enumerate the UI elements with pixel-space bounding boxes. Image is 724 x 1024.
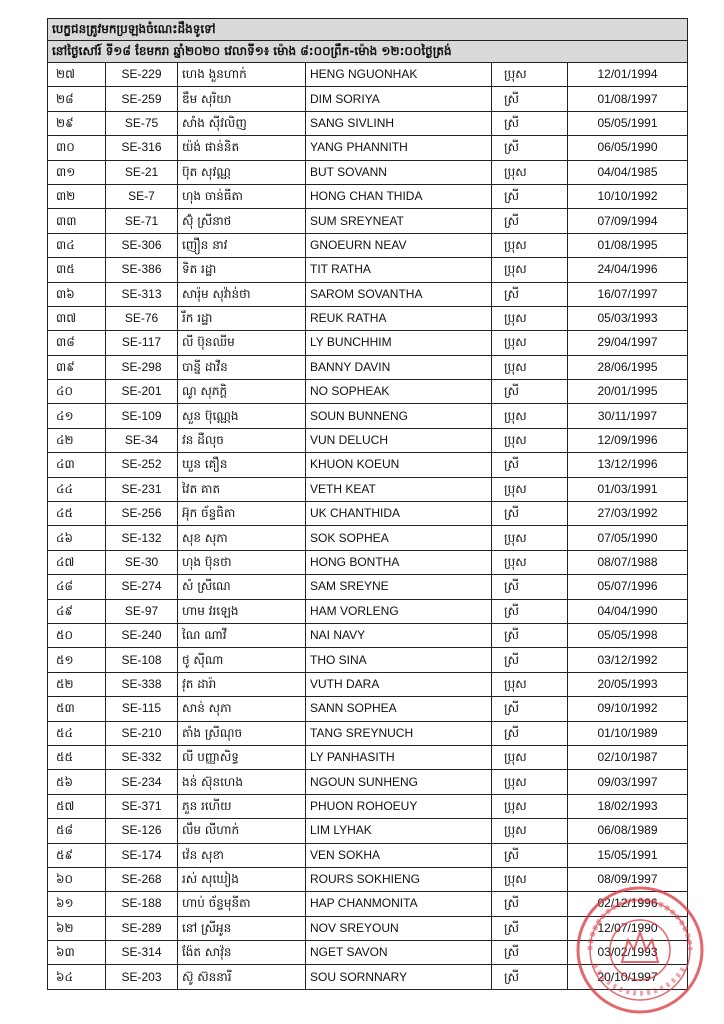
birth-date-cell: 16/07/1997 [568, 282, 688, 306]
candidate-code-cell: SE-338 [106, 672, 178, 696]
row-number-cell: ៥៨ [48, 819, 106, 843]
birth-date-cell: 03/02/1993 [568, 941, 688, 965]
table-row [48, 160, 688, 184]
gender-cell: ស្រី [492, 87, 568, 111]
birth-date-cell: 12/07/1990 [568, 916, 688, 940]
latin-name-cell: ROURS SOKHIENG [306, 867, 492, 891]
khmer-name-cell: តាំង ស្រីណុច [178, 721, 306, 745]
birth-date-cell: 01/08/1995 [568, 233, 688, 257]
birth-date-cell: 10/10/1992 [568, 184, 688, 208]
row-number-cell: ៣៣ [48, 209, 106, 233]
latin-name-cell: LY BUNCHHIM [306, 331, 492, 355]
candidate-code-cell: SE-371 [106, 794, 178, 818]
table-row [48, 136, 688, 160]
row-number-cell: ២៨ [48, 87, 106, 111]
row-number-cell: ៥២ [48, 672, 106, 696]
table-row [48, 111, 688, 135]
official-seal-stamp [570, 880, 710, 1020]
candidate-table [47, 18, 688, 990]
gender-cell: ស្រី [492, 136, 568, 160]
latin-name-cell: SOK SOPHEA [306, 526, 492, 550]
candidate-code-cell: SE-108 [106, 648, 178, 672]
latin-name-cell: LY PANHASITH [306, 745, 492, 769]
latin-name-cell: SOU SORNNARY [306, 965, 492, 989]
gender-cell: ស្រី [492, 209, 568, 233]
row-number-cell: ៦១ [48, 892, 106, 916]
khmer-name-cell: វុត ដារ៉ា [178, 672, 306, 696]
candidate-code-cell: SE-34 [106, 428, 178, 452]
candidate-code-cell: SE-268 [106, 867, 178, 891]
khmer-name-cell: លី បញ្ញាសិទ្ធ [178, 745, 306, 769]
birth-date-cell: 07/09/1994 [568, 209, 688, 233]
birth-date-cell: 12/01/1994 [568, 63, 688, 87]
table-row [48, 282, 688, 306]
gender-cell: ស្រី [492, 941, 568, 965]
gender-cell: ប្រុស [492, 526, 568, 550]
table-row [48, 428, 688, 452]
row-number-cell: ៤៣ [48, 453, 106, 477]
row-number-cell: ៦២ [48, 916, 106, 940]
birth-date-cell: 18/02/1993 [568, 794, 688, 818]
khmer-name-cell: បាន្នី ដាវីន [178, 355, 306, 379]
latin-name-cell: UK CHANTHIDA [306, 502, 492, 526]
birth-date-cell: 20/05/1993 [568, 672, 688, 696]
gender-cell: ស្រី [492, 697, 568, 721]
khmer-name-cell: ហាម វរឡេង [178, 599, 306, 623]
latin-name-cell: NOV SREYOUN [306, 916, 492, 940]
table-row [48, 404, 688, 428]
candidate-code-cell: SE-306 [106, 233, 178, 257]
gender-cell: ស្រី [492, 184, 568, 208]
gender-cell: ប្រុស [492, 404, 568, 428]
birth-date-cell: 05/07/1996 [568, 575, 688, 599]
table-row [48, 697, 688, 721]
table-row [48, 550, 688, 574]
latin-name-cell: LIM LYHAK [306, 819, 492, 843]
latin-name-cell: BANNY DAVIN [306, 355, 492, 379]
candidate-code-cell: SE-256 [106, 502, 178, 526]
header-line-1: បេក្ខជនត្រូវមកប្រឡងចំណេះដឹងទូទៅ [48, 19, 688, 41]
table-row [48, 648, 688, 672]
row-number-cell: ៣៤ [48, 233, 106, 257]
candidate-code-cell: SE-231 [106, 477, 178, 501]
table-row [48, 258, 688, 282]
table-row [48, 623, 688, 647]
khmer-name-cell: ហេង ងួនហាក់ [178, 63, 306, 87]
latin-name-cell: DIM SORIYA [306, 87, 492, 111]
latin-name-cell: SAROM SOVANTHA [306, 282, 492, 306]
row-number-cell: ៣០ [48, 136, 106, 160]
row-number-cell: ៣៨ [48, 331, 106, 355]
row-number-cell: ២៩ [48, 111, 106, 135]
latin-name-cell: TANG SREYNUCH [306, 721, 492, 745]
birth-date-cell: 28/06/1995 [568, 355, 688, 379]
gender-cell: ស្រី [492, 575, 568, 599]
latin-name-cell: HONG BONTHA [306, 550, 492, 574]
table-row [48, 526, 688, 550]
table-row [48, 184, 688, 208]
gender-cell: ស្រី [492, 453, 568, 477]
latin-name-cell: PHUON ROHOEUY [306, 794, 492, 818]
latin-name-cell: KHUON KOEUN [306, 453, 492, 477]
table-row [48, 843, 688, 867]
birth-date-cell: 30/11/1997 [568, 404, 688, 428]
gender-cell: ស្រី [492, 111, 568, 135]
candidate-code-cell: SE-259 [106, 87, 178, 111]
candidate-code-cell: SE-252 [106, 453, 178, 477]
latin-name-cell: SANN SOPHEA [306, 697, 492, 721]
candidate-code-cell: SE-115 [106, 697, 178, 721]
birth-date-cell: 06/08/1989 [568, 819, 688, 843]
gender-cell: ប្រុស [492, 867, 568, 891]
birth-date-cell: 03/12/1992 [568, 648, 688, 672]
khmer-name-cell: យ៉ង់ ផាន់និត [178, 136, 306, 160]
birth-date-cell: 01/03/1991 [568, 477, 688, 501]
khmer-name-cell: ឃួន គឿន [178, 453, 306, 477]
khmer-name-cell: ហាប់ ច័ន្ទមុនីតា [178, 892, 306, 916]
candidate-code-cell: SE-298 [106, 355, 178, 379]
khmer-name-cell: សំ ស្រីណេ [178, 575, 306, 599]
khmer-name-cell: ណៃ ណាវី [178, 623, 306, 647]
gender-cell: ប្រុស [492, 672, 568, 696]
row-number-cell: ៣១ [48, 160, 106, 184]
row-number-cell: ៤៤ [48, 477, 106, 501]
khmer-name-cell: ប៊ុត សុវណ្ណ [178, 160, 306, 184]
row-number-cell: ៣៩ [48, 355, 106, 379]
candidate-code-cell: SE-75 [106, 111, 178, 135]
table-row [48, 87, 688, 111]
table-row [48, 477, 688, 501]
birth-date-cell: 08/09/1997 [568, 867, 688, 891]
table-row [48, 63, 688, 87]
latin-name-cell: VEN SOKHA [306, 843, 492, 867]
latin-name-cell: REUK RATHA [306, 306, 492, 330]
row-number-cell: ៦៣ [48, 941, 106, 965]
gender-cell: ស្រី [492, 843, 568, 867]
candidate-list-sheet [47, 18, 687, 990]
candidate-code-cell: SE-386 [106, 258, 178, 282]
candidate-code-cell: SE-132 [106, 526, 178, 550]
khmer-name-cell: រឹក រដ្ឋា [178, 306, 306, 330]
table-row [48, 306, 688, 330]
birth-date-cell: 01/08/1997 [568, 87, 688, 111]
latin-name-cell: VUTH DARA [306, 672, 492, 696]
candidate-code-cell: SE-314 [106, 941, 178, 965]
latin-name-cell: SAM SREYNE [306, 575, 492, 599]
table-row [48, 599, 688, 623]
table-row [48, 721, 688, 745]
latin-name-cell: HONG CHAN THIDA [306, 184, 492, 208]
khmer-name-cell: សួន ប៊ុណ្ណេង [178, 404, 306, 428]
latin-name-cell: TIT RATHA [306, 258, 492, 282]
latin-name-cell: HAP CHANMONITA [306, 892, 492, 916]
row-number-cell: ៥១ [48, 648, 106, 672]
birth-date-cell: 01/10/1989 [568, 721, 688, 745]
row-number-cell: ៤៥ [48, 502, 106, 526]
gender-cell: ស្រី [492, 502, 568, 526]
khmer-name-cell: ញឿន នាវ [178, 233, 306, 257]
candidate-code-cell: SE-117 [106, 331, 178, 355]
row-number-cell: ៤៦ [48, 526, 106, 550]
table-row [48, 355, 688, 379]
latin-name-cell: NGET SAVON [306, 941, 492, 965]
khmer-name-cell: ឌឹម សុរិយា [178, 87, 306, 111]
row-number-cell: ៤៩ [48, 599, 106, 623]
latin-name-cell: YANG PHANNITH [306, 136, 492, 160]
table-row [48, 575, 688, 599]
candidate-code-cell: SE-109 [106, 404, 178, 428]
table-row [48, 331, 688, 355]
candidate-code-cell: SE-21 [106, 160, 178, 184]
birth-date-cell: 08/07/1988 [568, 550, 688, 574]
birth-date-cell: 04/04/1990 [568, 599, 688, 623]
gender-cell: ប្រុស [492, 477, 568, 501]
table-row [48, 794, 688, 818]
candidate-code-cell: SE-210 [106, 721, 178, 745]
row-number-cell: ៥៣ [48, 697, 106, 721]
birth-date-cell: 27/03/1992 [568, 502, 688, 526]
latin-name-cell: THO SINA [306, 648, 492, 672]
gender-cell: ស្រី [492, 648, 568, 672]
gender-cell: ស្រី [492, 965, 568, 989]
gender-cell: ស្រី [492, 599, 568, 623]
khmer-name-cell: សាន់ សុភា [178, 697, 306, 721]
row-number-cell: ៥៧ [48, 794, 106, 818]
candidate-code-cell: SE-76 [106, 306, 178, 330]
khmer-name-cell: ង៉ែត សាវ៉ុន [178, 941, 306, 965]
latin-name-cell: NGOUN SUNHENG [306, 770, 492, 794]
latin-name-cell: GNOEURN NEAV [306, 233, 492, 257]
gender-cell: ស្រី [492, 623, 568, 647]
gender-cell: ប្រុស [492, 355, 568, 379]
gender-cell: ស្រី [492, 721, 568, 745]
gender-cell: ស្រី [492, 282, 568, 306]
table-row [48, 672, 688, 696]
gender-cell: ប្រុស [492, 63, 568, 87]
latin-name-cell: VETH KEAT [306, 477, 492, 501]
gender-cell: ប្រុស [492, 160, 568, 184]
birth-date-cell: 12/09/1996 [568, 428, 688, 452]
row-number-cell: ៣៧ [48, 306, 106, 330]
row-number-cell: ២៧ [48, 63, 106, 87]
birth-date-cell: 06/05/1990 [568, 136, 688, 160]
khmer-name-cell: លី ប៊ុនឈីម [178, 331, 306, 355]
latin-name-cell: HAM VORLENG [306, 599, 492, 623]
gender-cell: ប្រុស [492, 331, 568, 355]
candidate-code-cell: SE-332 [106, 745, 178, 769]
candidate-code-cell: SE-201 [106, 380, 178, 404]
candidate-code-cell: SE-188 [106, 892, 178, 916]
latin-name-cell: SANG SIVLINH [306, 111, 492, 135]
candidate-code-cell: SE-274 [106, 575, 178, 599]
candidate-code-cell: SE-174 [106, 843, 178, 867]
khmer-name-cell: ហុង ប៊ុនថា [178, 550, 306, 574]
latin-name-cell: HENG NGUONHAK [306, 63, 492, 87]
candidate-code-cell: SE-126 [106, 819, 178, 843]
row-number-cell: ៤១ [48, 404, 106, 428]
row-number-cell: ៥៤ [48, 721, 106, 745]
table-row [48, 380, 688, 404]
latin-name-cell: SUM SREYNEAT [306, 209, 492, 233]
row-number-cell: ៥៩ [48, 843, 106, 867]
birth-date-cell: 20/01/1995 [568, 380, 688, 404]
row-number-cell: ៥៥ [48, 745, 106, 769]
khmer-name-cell: សាំង ស៊ីវលិញ [178, 111, 306, 135]
khmer-name-cell: ភួន រហើយ [178, 794, 306, 818]
latin-name-cell: BUT SOVANN [306, 160, 492, 184]
birth-date-cell: 02/12/1996 [568, 892, 688, 916]
birth-date-cell: 24/04/1996 [568, 258, 688, 282]
birth-date-cell: 02/10/1987 [568, 745, 688, 769]
candidate-table-body [48, 19, 688, 990]
row-number-cell: ៤៧ [48, 550, 106, 574]
row-number-cell: ៥០ [48, 623, 106, 647]
latin-name-cell: NO SOPHEAK [306, 380, 492, 404]
khmer-name-cell: លឹម លីហាក់ [178, 819, 306, 843]
gender-cell: ប្រុស [492, 233, 568, 257]
row-number-cell: ៣៥ [48, 258, 106, 282]
candidate-code-cell: SE-7 [106, 184, 178, 208]
row-number-cell: ៤០ [48, 380, 106, 404]
candidate-code-cell: SE-313 [106, 282, 178, 306]
row-number-cell: ៣២ [48, 184, 106, 208]
khmer-name-cell: ស៊ុំ ស្រីនាថ [178, 209, 306, 233]
birth-date-cell: 09/10/1992 [568, 697, 688, 721]
row-number-cell: ៦៤ [48, 965, 106, 989]
row-number-cell: ៥៦ [48, 770, 106, 794]
gender-cell: ប្រុស [492, 794, 568, 818]
gender-cell: ប្រុស [492, 428, 568, 452]
latin-name-cell: NAI NAVY [306, 623, 492, 647]
khmer-name-cell: រស់ សុឃៀង [178, 867, 306, 891]
birth-date-cell: 05/03/1993 [568, 306, 688, 330]
table-row [48, 453, 688, 477]
candidate-code-cell: SE-30 [106, 550, 178, 574]
row-number-cell: ៤៨ [48, 575, 106, 599]
khmer-name-cell: ថូ ស៊ីណា [178, 648, 306, 672]
table-row [48, 233, 688, 257]
candidate-code-cell: SE-203 [106, 965, 178, 989]
birth-date-cell: 13/12/1996 [568, 453, 688, 477]
birth-date-cell: 09/03/1997 [568, 770, 688, 794]
table-row [48, 502, 688, 526]
khmer-name-cell: អ៊ុក ច័ន្ទធិតា [178, 502, 306, 526]
candidate-code-cell: SE-71 [106, 209, 178, 233]
table-row [48, 209, 688, 233]
khmer-name-cell: នៅ ស្រីអូន [178, 916, 306, 940]
khmer-name-cell: ហុង ចាន់ធីតា [178, 184, 306, 208]
birth-date-cell: 05/05/1991 [568, 111, 688, 135]
gender-cell: ប្រុស [492, 258, 568, 282]
header-row-1 [48, 19, 688, 41]
row-number-cell: ៣៦ [48, 282, 106, 306]
khmer-name-cell: វ៉េន សុខា [178, 843, 306, 867]
candidate-code-cell: SE-316 [106, 136, 178, 160]
gender-cell: ស្រី [492, 380, 568, 404]
header-row-2 [48, 41, 688, 63]
gender-cell: ប្រុស [492, 306, 568, 330]
table-row [48, 819, 688, 843]
gender-cell: ប្រុស [492, 770, 568, 794]
birth-date-cell: 15/05/1991 [568, 843, 688, 867]
latin-name-cell: SOUN BUNNENG [306, 404, 492, 428]
khmer-name-cell: សុខ សុភា [178, 526, 306, 550]
khmer-name-cell: វន ដឺលុច [178, 428, 306, 452]
header-line-2: នៅថ្ងៃសៅរ៍ ទី១៨ ខែមករា ឆ្នាំ២០២០ វេលាទី១៖ ម៉ោង ៨:០០ព្រឹក-ម៉ោង ១២:០០ថ្ងៃត្រង់ [48, 41, 688, 63]
candidate-code-cell: SE-289 [106, 916, 178, 940]
candidate-code-cell: SE-97 [106, 599, 178, 623]
khmer-name-cell: ស៊ូ ស៊ននារី [178, 965, 306, 989]
khmer-name-cell: វៃត គាត [178, 477, 306, 501]
khmer-name-cell: សារ៉ុម សុវ៉ាន់ថា [178, 282, 306, 306]
candidate-code-cell: SE-234 [106, 770, 178, 794]
khmer-name-cell: ទិត រដ្ឋា [178, 258, 306, 282]
table-row [48, 745, 688, 769]
birth-date-cell: 04/04/1985 [568, 160, 688, 184]
gender-cell: ប្រុស [492, 819, 568, 843]
table-row [48, 770, 688, 794]
row-number-cell: ៤២ [48, 428, 106, 452]
birth-date-cell: 20/10/1997 [568, 965, 688, 989]
gender-cell: ស្រី [492, 892, 568, 916]
birth-date-cell: 07/05/1990 [568, 526, 688, 550]
latin-name-cell: VUN DELUCH [306, 428, 492, 452]
birth-date-cell: 05/05/1998 [568, 623, 688, 647]
khmer-name-cell: ណូ សុភក្តិ [178, 380, 306, 404]
khmer-name-cell: ងន់ ស៊ុនហេង [178, 770, 306, 794]
birth-date-cell: 29/04/1997 [568, 331, 688, 355]
row-number-cell: ៦០ [48, 867, 106, 891]
gender-cell: ប្រុស [492, 745, 568, 769]
candidate-code-cell: SE-240 [106, 623, 178, 647]
gender-cell: ស្រី [492, 916, 568, 940]
candidate-code-cell: SE-229 [106, 63, 178, 87]
gender-cell: ប្រុស [492, 550, 568, 574]
